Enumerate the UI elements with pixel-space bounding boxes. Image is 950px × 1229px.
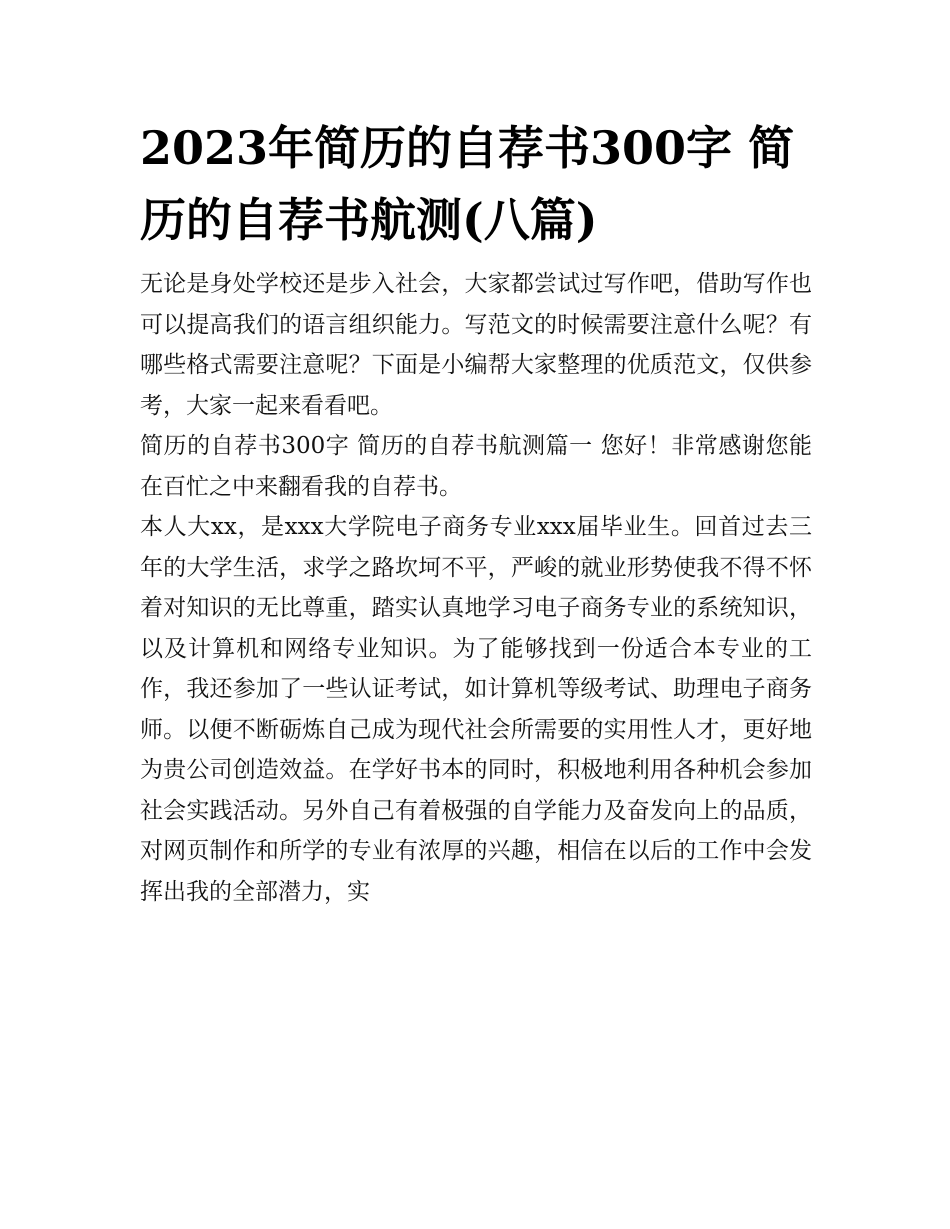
paragraph-body: 本人大xx，是xxx大学院电子商务专业xxx届毕业生。回首过去三年的大学生活，求学之路坎坷不平，严峻的就业形势使我不得不怀着对知识的无比尊重，踏实认真地学习电子商务专业的系统知识，以及计算机和网络专业知识。为了能够找到一份适合本专业的工作，我还参加了一些认证考试，如计算机等级考试、助理电子商务师。以便不断砺炼自己成为现代社会所需要的实用性人才，更好地为贵公司创造效益。在学好书本的同时，积极地利用各种机会参加社会实践活动。另外自己有着极强的自学能力及奋发向上的品质，对网页制作和所学的专业有浓厚的兴趣，相信在以后的工作中会发挥出我的全部潜力，实 bbox=[140, 514, 812, 905]
paragraph-intro: 无论是身处学校还是步入社会，大家都尝试过写作吧，借助写作也可以提高我们的语言组织能力。写范文的时候需要注意什么呢？有哪些格式需要注意呢？下面是小编帮大家整理的优质范文，仅供参考，大家一起来看看吧。 bbox=[140, 271, 812, 419]
paragraph-greeting: 简历的自荐书300字 简历的自荐书航测篇一 您好！非常感谢您能在百忙之中来翻看我的自荐书。 bbox=[140, 433, 812, 500]
document-page bbox=[140, 112, 812, 912]
document-title: 2023年简历的自荐书300字 简历的自荐书航测(八篇) bbox=[140, 121, 795, 247]
